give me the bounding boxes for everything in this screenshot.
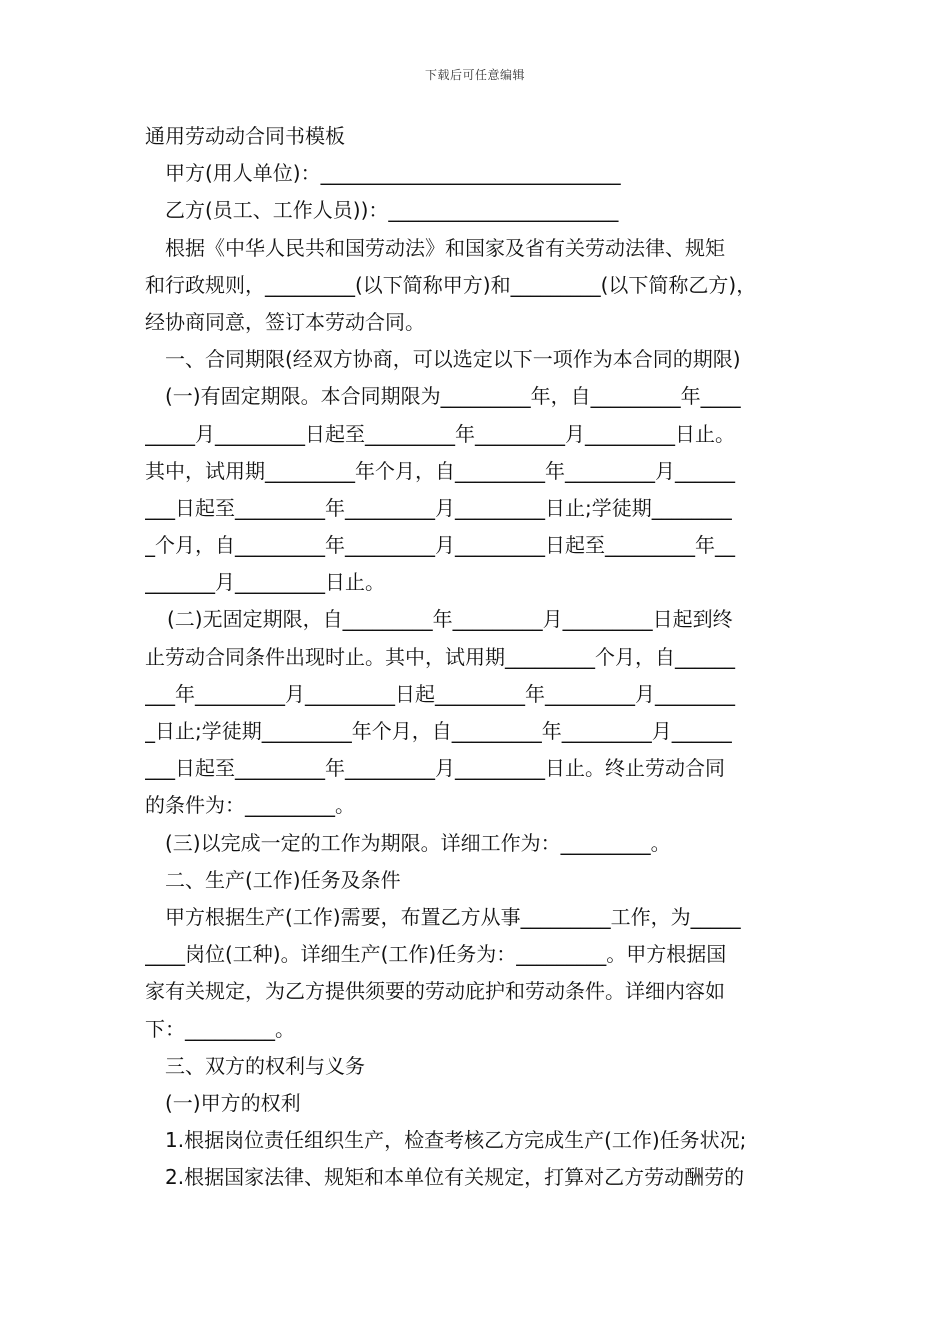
clause-line: (一)有固定期限。本合同期限为_________年，自_________年____ xyxy=(165,384,741,409)
clause-line: 家有关规定，为乙方提供须要的劳动庇护和劳动条件。详细内容如 xyxy=(145,979,725,1004)
clause-line: _个月，自_________年_________月_________日起至_________年__ xyxy=(145,533,735,558)
clause-line: 的条件为：_________。 xyxy=(145,793,355,818)
section-heading: 三、双方的权利与义务 xyxy=(165,1053,365,1078)
preamble-line: 经协商同意，签订本劳动合同。 xyxy=(145,309,425,334)
subsection-heading: (一)甲方的权利 xyxy=(165,1090,301,1115)
clause-line: ____岗位(工种)。详细生产(工作)任务为：_________。甲方根据国 xyxy=(145,942,727,967)
page-header: 下载后可任意编辑 xyxy=(424,68,525,82)
clause-line: _日止;学徒期_________年个月，自_________年_________月______ xyxy=(145,719,732,743)
clause-line: _____月_________日起至_________年_________月_________日止。 xyxy=(145,421,735,446)
clause-line: 1.根据岗位责任组织生产，检查考核乙方完成生产(工作)任务状况; xyxy=(165,1128,747,1153)
document-body xyxy=(145,118,810,1196)
clause-line: ___日起至_________年_________月_________日止;学徒期________ xyxy=(145,495,732,520)
party-a-line: 甲方(用人单位)：______________________________ xyxy=(165,161,621,186)
clause-line: 甲方根据生产(工作)需要，布置乙方从事_________工作，为_____ xyxy=(165,904,741,929)
preamble-line: 根据《中华人民共和国劳动法》和国家及省有关劳动法律、规矩 xyxy=(165,235,725,260)
clause-line: 2.根据国家法律、规矩和本单位有关规定，打算对乙方劳动酬劳的 xyxy=(165,1165,745,1190)
clause-line: (三)以完成一定的工作为期限。详细工作为：_________。 xyxy=(165,830,671,855)
clause-line: 止劳动合同条件出现时止。其中，试用期_________个月，自______ xyxy=(145,644,735,669)
clause-line: _______月_________日止。 xyxy=(145,570,385,595)
document-title: 通用劳动动合同书模板 xyxy=(145,124,345,148)
clause-line: ___日起至_________年_________月_________日止。终止劳动合同 xyxy=(145,756,725,781)
clause-line: (二)无固定期限，自_________年_________月_________日起到终 xyxy=(167,607,733,632)
section-heading: 一、合同期限(经双方协商，可以选定以下一项作为本合同的期限) xyxy=(165,347,741,372)
party-b-line: 乙方(员工、工作人员))：_______________________ xyxy=(165,198,619,223)
clause-line: 下：_________。 xyxy=(145,1016,295,1041)
clause-line: ___年_________月_________日起_________年_________月________ xyxy=(145,681,735,706)
preamble-line: 和行政规则，_________(以下简称甲方)和_________(以下简称乙方)， xyxy=(145,272,757,297)
clause-line: 其中，试用期_________年个月，自_________年_________月______ xyxy=(145,458,735,483)
section-heading: 二、生产(工作)任务及条件 xyxy=(165,867,401,892)
